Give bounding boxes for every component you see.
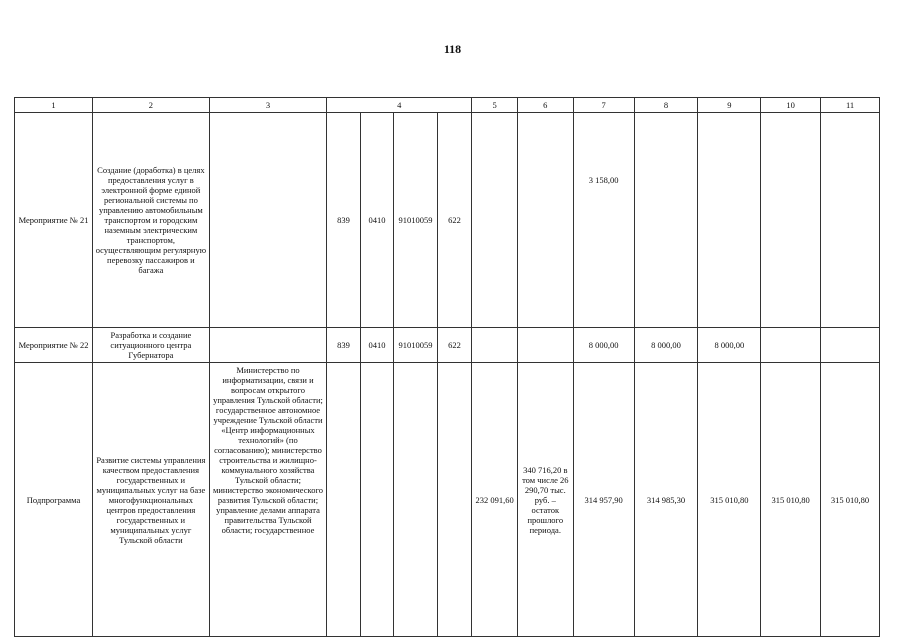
code-grbs: 839: [327, 113, 360, 328]
amount-col10: 315 010,80: [761, 363, 821, 637]
row-label: Мероприятие № 21: [15, 113, 93, 328]
amount-col11: [821, 113, 880, 328]
header-cell: 4: [327, 98, 472, 113]
code-expense-type: [437, 363, 471, 637]
header-cell: 8: [634, 98, 698, 113]
page-number: 118: [443, 42, 462, 56]
budget-table: [14, 97, 880, 637]
amount-col7: 3 158,00: [573, 113, 634, 328]
amount-col6: [517, 328, 573, 363]
executor: [209, 328, 327, 363]
activity-description: Разработка и создание ситуационного центра Губернатора: [93, 328, 210, 363]
amount-col9: 8 000,00: [698, 328, 761, 363]
header-cell: 1: [15, 98, 93, 113]
amount-col8: [634, 113, 698, 328]
code-expense-type: 622: [437, 113, 471, 328]
header-cell: 5: [472, 98, 518, 113]
executor: [209, 113, 327, 328]
executor-list: Министерство по информатизации, связи и вопросам открытого управления Тульской области; государственное автономное учреждение Тульской области «Центр информационных технологий» (по согласованию); министерство строительства и жилищно-коммунального хозяйства Тульской области; министерство экономического развития Тульской области; управление делами аппарата правительства Тульской области; государственное: [209, 363, 327, 637]
code-section: 0410: [360, 328, 393, 363]
amount-col11: [821, 328, 880, 363]
table-row: [15, 328, 880, 363]
code-target: 91010059: [394, 328, 438, 363]
amount-col6: [517, 113, 573, 328]
amount-col5: [472, 113, 518, 328]
amount-col7: 8 000,00: [573, 328, 634, 363]
amount-col10: [761, 113, 821, 328]
code-grbs: [327, 363, 360, 637]
amount-col6: 340 716,20 в том числе 26 290,70 тыс. руб. – остаток прошлого периода.: [517, 363, 573, 637]
row-label: Мероприятие № 22: [15, 328, 93, 363]
code-section: 0410: [360, 113, 393, 328]
code-target: 91010059: [394, 113, 438, 328]
header-cell: 6: [517, 98, 573, 113]
table-row: [15, 113, 880, 328]
amount-col7: 314 957,90: [573, 363, 634, 637]
amount-col5: 232 091,60: [472, 363, 518, 637]
amount-col9: [698, 113, 761, 328]
header-cell: 9: [698, 98, 761, 113]
amount-col9: 315 010,80: [698, 363, 761, 637]
table-row: [15, 363, 880, 637]
code-expense-type: 622: [437, 328, 471, 363]
header-cell: 11: [821, 98, 880, 113]
header-cell: 7: [573, 98, 634, 113]
amount-col8: 314 985,30: [634, 363, 698, 637]
subprogram-description: Развитие системы управления качеством предоставления государственных и муниципальных услуг на базе многофункциональных центров предоставления государственных и муниципальных услуг Тульской области: [93, 363, 210, 637]
activity-description: Создание (доработка) в целях предоставления услуг в электронной форме единой региональной системы по управлению автомобильным транспортом и городским наземным электрическим транспортом, осуществляющим регулярную перевозку пассажиров и багажа: [93, 113, 210, 328]
header-cell: 3: [209, 98, 327, 113]
row-label: Подпрограмма: [15, 363, 93, 637]
code-grbs: 839: [327, 328, 360, 363]
amount-col8: 8 000,00: [634, 328, 698, 363]
amount-col10: [761, 328, 821, 363]
amount-col11: 315 010,80: [821, 363, 880, 637]
amount-col5: [472, 328, 518, 363]
code-section: [360, 363, 393, 637]
header-row: [15, 98, 880, 113]
code-target: [394, 363, 438, 637]
header-cell: 2: [93, 98, 210, 113]
header-cell: 10: [761, 98, 821, 113]
